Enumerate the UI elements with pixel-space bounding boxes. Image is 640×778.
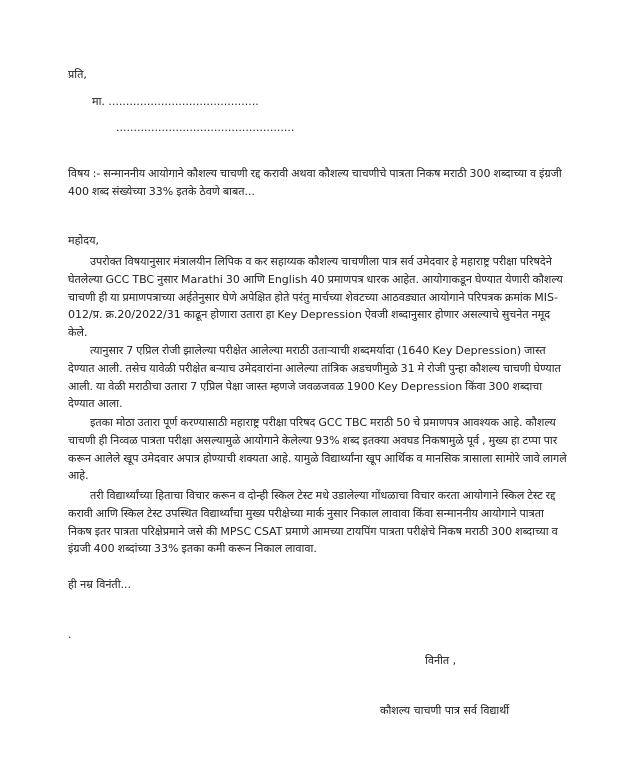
signature: कौशल्य चाचणी पात्र सर्व विद्यार्थी — [380, 704, 510, 717]
closing: विनीत , — [425, 654, 457, 667]
body-paragraph-4: तरी विद्यार्थ्यांच्या हिताचा विचार करून व दोन्ही स्किल टेस्ट मधे उडालेल्या गोंधळाचा विचार करता आयोगाने स्किल टेस्ट रद्द करावी आणि स्किल टेस्ट उपस्थित विद्यार्थ्यांचा मुख्य परीक्षेच्या मार्क नुसार निकाल लावावा किंवा सन्माननीय आयोगाने पात्रता निकष इतर पात्रता परिक्षेप्रमाने जसे की MPSC CSAT प्रमाणे आमच्या टायपिंग पात्रता परीक्षेचे निकष मराठी 300 शब्दाच्या व इंग्रजी 400 शब्दांच्या 33% इतका कमी करून निकाल लावावा. — [68, 489, 558, 556]
addressee-name: मा. ........................................... — [92, 95, 259, 108]
body-paragraph-1: उपरोक्त विषयानुसार मंत्रालयीन लिपिक व कर सहाय्यक कौशल्य चाचणीला पात्र सर्व उमेदवार हे महाराष्ट्र परीक्षा परिषदेने घेतलेल्या GCC TBC नुसार Marathi 30 आणि English 40 प्रमाणपत्र धारक आहेत. आयोगाकडून घेण्यात येणारी कौशल्य चाचणी ही या प्रमाणपत्राच्या अर्हतेनुसार घेणे अपेक्षित होते परंतु मार्चच्या शेवटच्या आठवड्यात आयोगाने परिपत्रक क्रमांक MIS-012/प्र. क्र.20/2022/31 काढून होणारा उतारा हा Key Depression ऐवजी शब्दानुसार होणार असल्याचे सुचनेत नमूद केले. — [68, 255, 563, 340]
greeting: महोदय, — [68, 234, 99, 247]
request-line: ही नम्र विनंती... — [68, 578, 132, 591]
subject-line: विषय :- सन्माननीय आयोगाने कौशल्य चाचणी रद्द करावी अथवा कौशल्य चाचणीचे पात्रता निकष मराठी 300 शब्दाच्या व इंग्रजी 400 शब्द संख्येच्या 33% इतके ठेवणे बाबत... — [68, 167, 562, 198]
body-paragraph-2: त्यानुसार 7 एप्रिल रोजी झालेल्या परीक्षेत आलेल्या मराठी उताऱ्याची शब्दमर्यादा (1640 Key Depression) जास्त देण्यात आली. तसेच यावेळी परीक्षेत बऱ्याच उमेदवारांना आलेल्या तांत्रिक अडचणीमुळे 31 मे रोजी पुन्हा कौशल्य चाचणी घेण्यात आली. या वेळी मराठीचा उतारा 7 एप्रिल पेक्षा जास्त म्हणजे जवळजवळ 1900 Key Depression किंवा 300 शब्दाचा देण्यात आला. — [68, 344, 561, 411]
body-paragraph-3: इतका मोठा उतारा पूर्ण करण्यासाठी महाराष्ट्र परीक्षा परिषद GCC TBC मराठी 50 चे प्रमाणपत्र आवश्यक आहे. कौशल्य चाचणी ही निव्वळ पात्रता परीक्षा असल्यामुळे आयोगाने केलेल्या 93% शब्द इतक्या अवघड निकषामुळे पूर्व , मुख्य हा टप्पा पार करून आलेले खूप उमेदवार अपात्र होण्याची शक्यता आहे. यामुळे विद्यार्थ्यांना खूप आर्थिक व मानसिक त्रासाला सामोरे जावे लागले आहे. — [68, 416, 567, 483]
stray-mark: . — [68, 628, 72, 641]
salutation-to: प्रति, — [68, 68, 87, 81]
addressee-office: ................................................... — [116, 121, 295, 134]
